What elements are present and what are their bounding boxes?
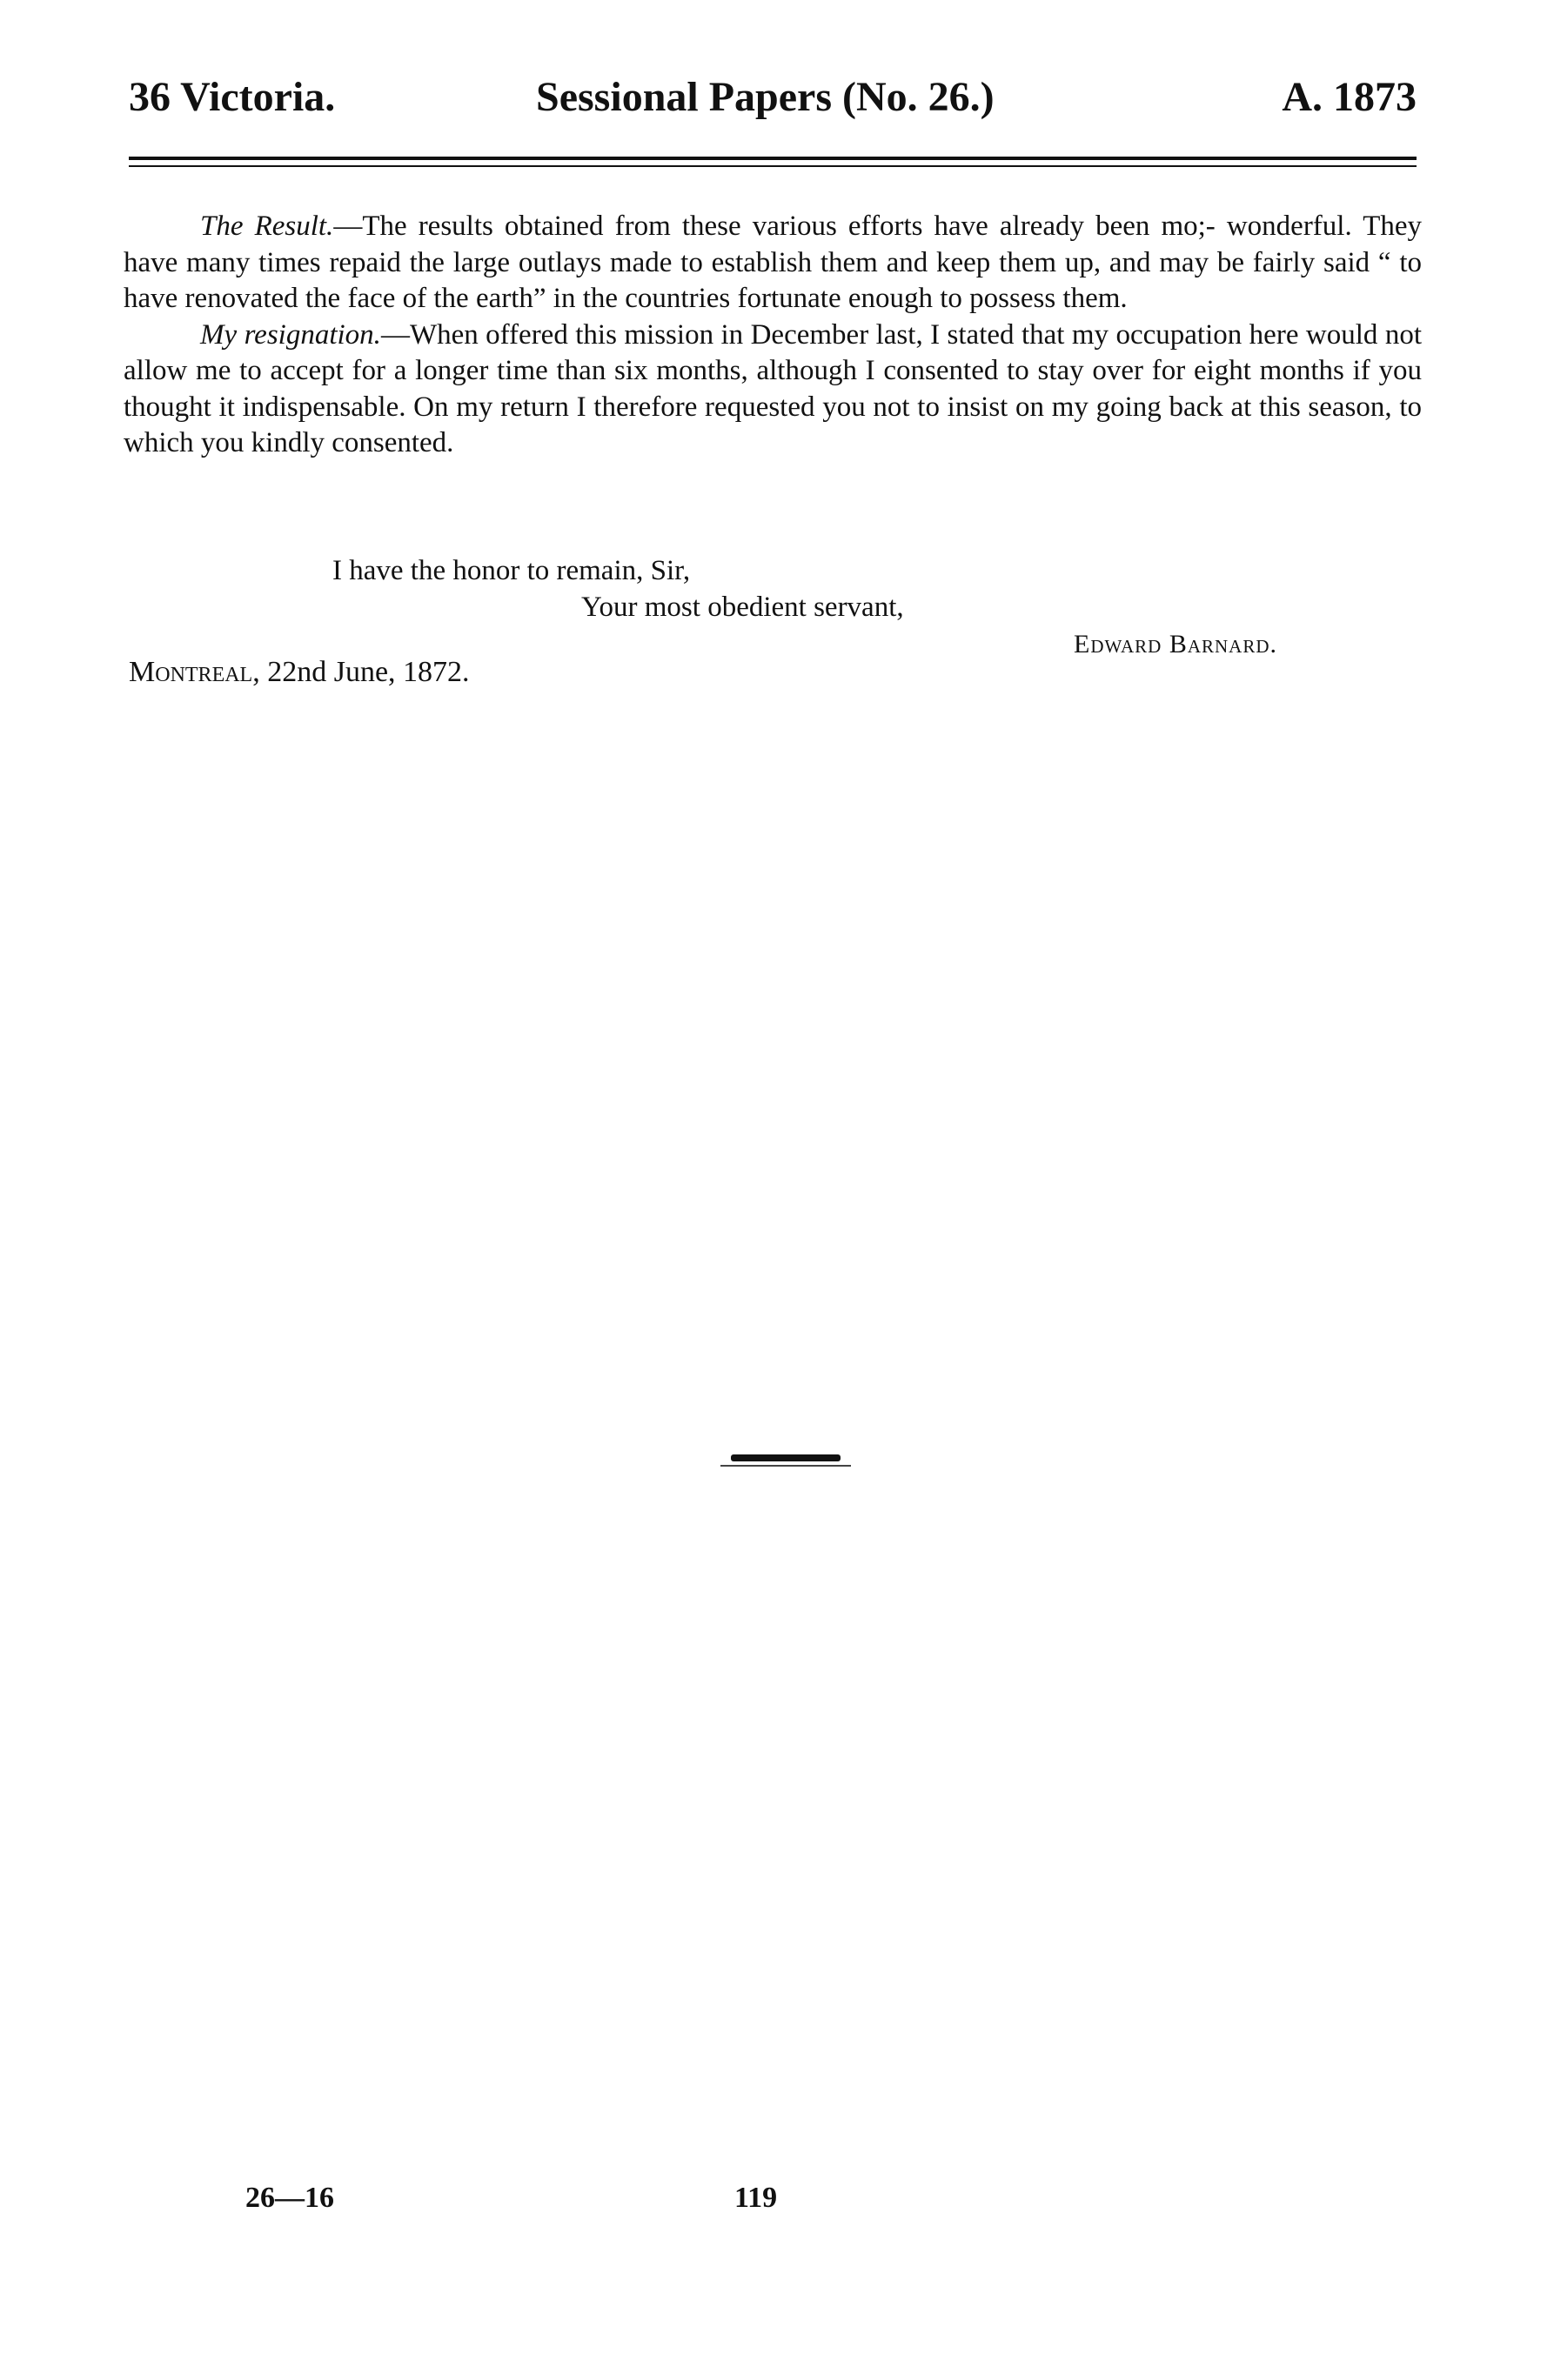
header-rule-thin — [129, 165, 1417, 167]
place: Montreal, — [129, 656, 260, 688]
section-divider-thin — [720, 1465, 851, 1467]
header-year: A. 1873 — [1282, 74, 1417, 120]
signature-mark: 26—16 — [245, 2182, 334, 2214]
paragraph-text-result: —The results obtained from these various efforts have already been mo;- wonderful. They have many times repaid the large outlays made to establish them and keep them up, and may be fairly said “ to have renovated the face of the earth” in the countries fortunate enough to possess them. — [124, 211, 1422, 314]
page-number: 119 — [734, 2182, 778, 2214]
letter-body — [124, 209, 1422, 462]
paragraph-resignation — [124, 318, 1422, 462]
paragraph-heading-resignation: My resignation. — [200, 318, 381, 351]
date: 22nd June, 1872. — [267, 656, 470, 688]
page-header — [129, 73, 1417, 134]
header-title: Sessional Papers (No. 26.) — [536, 74, 995, 120]
section-divider — [731, 1454, 841, 1461]
paragraph-heading-result: The Result. — [200, 211, 334, 242]
signature: Edward Barnard. — [1074, 630, 1278, 659]
header-regnal-year: 36 Victoria. — [129, 74, 336, 120]
closing-line-2: Your most obedient servant, — [581, 592, 904, 623]
paragraph-result — [124, 209, 1422, 318]
paragraph-text-resignation: —When offered this mission in December last, I stated that my occupation here would not allow me to accept for a longer time than six months, although I consented to stay over for eight months if you thought it indispensable. On my return I therefore requested you not to insist on my going back at this season, to which you kindly consented. — [124, 318, 1422, 458]
header-rule — [129, 157, 1417, 160]
closing-line-1: I have the honor to remain, Sir, — [332, 555, 691, 586]
place-and-date — [129, 656, 470, 689]
